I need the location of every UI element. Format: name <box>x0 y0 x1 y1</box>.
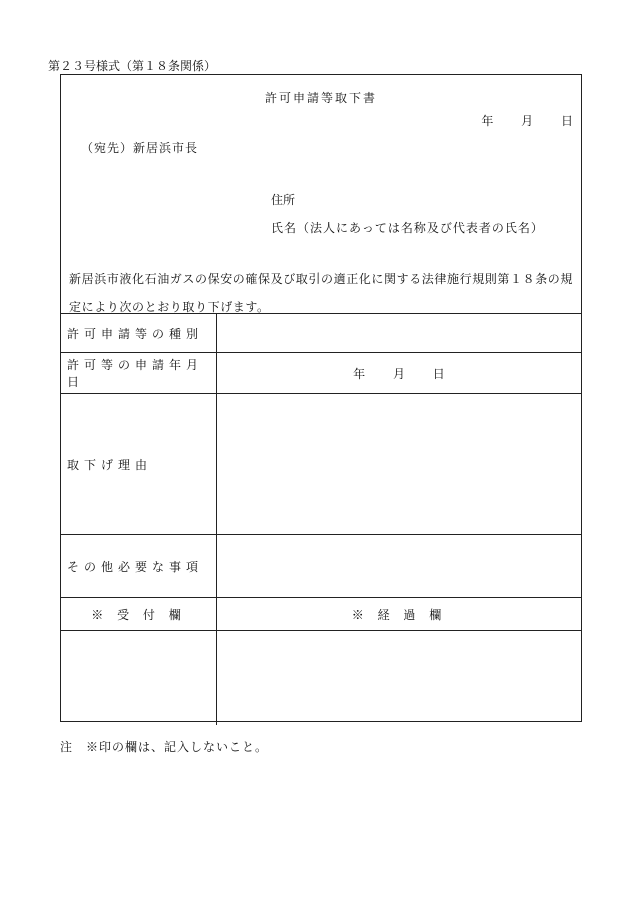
application-date-value: 年 月 日 <box>217 353 582 394</box>
table-row-other <box>61 535 581 598</box>
table-row-office-headers <box>61 598 581 631</box>
progress-header: ※ 経 過 欄 <box>217 598 582 631</box>
form-frame <box>60 74 582 722</box>
form-title: 許可申請等取下書 <box>264 91 377 105</box>
reception-field <box>61 631 217 726</box>
progress-field <box>217 631 582 726</box>
form-number-label: 第２３号様式（第１８条関係） <box>48 59 217 73</box>
table-row-reason <box>61 394 581 535</box>
address-label: 住所 <box>271 193 296 207</box>
other-label: その他必要な事項 <box>61 535 217 598</box>
withdrawal-statement: 新居浜市液化石油ガスの保安の確保及び取引の適正化に関する法律施行規則第１８条の規定により次のとおり取り下げます。 <box>69 272 574 314</box>
kind-label: 許可申請等の種別 <box>61 314 217 353</box>
reason-value <box>217 394 582 535</box>
table-row-application-date <box>61 353 581 394</box>
other-value <box>217 535 582 598</box>
table-row-office-fields <box>61 631 581 726</box>
details-table <box>61 313 581 725</box>
table-row-kind <box>61 314 581 353</box>
application-date-label: 許可等の申請年月日 <box>61 353 217 394</box>
kind-value <box>217 314 582 353</box>
addressee: （宛先）新居浜市長 <box>81 141 199 155</box>
name-label: 氏名（法人にあっては名称及び代表者の氏名） <box>271 221 544 235</box>
reception-header: ※ 受 付 欄 <box>61 598 217 631</box>
submission-date: 年 月 日 <box>481 114 573 128</box>
reason-label: 取下げ理由 <box>61 394 217 535</box>
footnote: 注 ※印の欄は、記入しないこと。 <box>60 740 269 754</box>
